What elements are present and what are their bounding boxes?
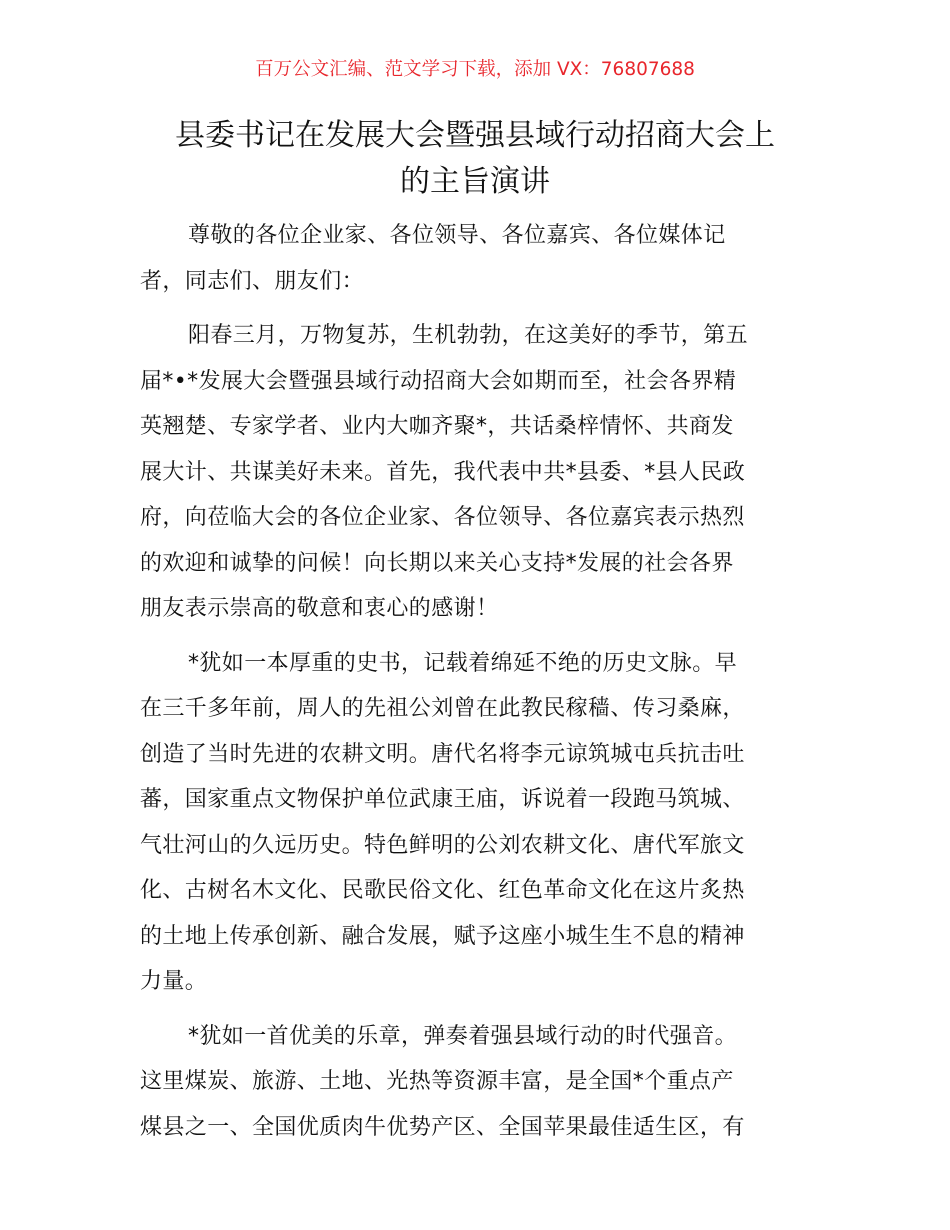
promo-banner: 百万公文汇编、范文学习下载，添加 VX：76807688: [255, 59, 695, 80]
text-line: 朋友表示崇高的敬意和衷心的感谢！: [140, 596, 499, 621]
text-line: 蕃，国家重点文物保护单位武康王庙，诉说着一段跑马筑城、: [140, 787, 745, 812]
document-body: [140, 213, 816, 1159]
text-line: 气壮河山的久远历史。特色鲜明的公刘农耕文化、唐代军旅文: [140, 832, 745, 858]
text-line: 尊敬的各位企业家、各位领导、各位嘉宾、各位媒体记: [188, 223, 726, 248]
paragraph-welcome: [140, 313, 816, 632]
text-line: 的欢迎和诚挚的问候！向长期以来关心支持*发展的社会各界: [140, 550, 734, 576]
text-line: 创造了当时先进的农耕文明。唐代名将李元谅筑城屯兵抗击吐: [140, 741, 745, 767]
text-line: 的土地上传承创新、融合发展，赋予这座小城生生不息的精神: [140, 923, 745, 949]
text-line: 煤县之一、全国优质肉牛优势产区、全国苹果最佳适生区，有: [140, 1114, 745, 1140]
title-line: 的主旨演讲: [400, 164, 550, 199]
paragraph-history: [140, 641, 816, 1005]
paragraph-resources: [140, 1014, 816, 1151]
text-line: 力量。: [140, 969, 208, 994]
text-line: 展大计、共谋美好未来。首先，我代表中共*县委、*县人民政: [140, 459, 746, 485]
text-line: *犹如一本厚重的史书，记载着绵延不绝的历史文脉。早: [188, 650, 738, 676]
document-title: [140, 113, 810, 205]
paragraph-salutation: [140, 213, 816, 304]
text-line: 这里煤炭、旅游、土地、光热等资源丰富，是全国*个重点产: [140, 1069, 734, 1094]
text-line: 英翘楚、专家学者、业内大咖齐聚*，共话桑梓情怀、共商发: [140, 414, 734, 439]
text-line: 在三千多年前，周人的先祖公刘曾在此教民稼穑、传习桑麻，: [140, 696, 745, 721]
text-line: 者，同志们、朋友们：: [140, 268, 365, 294]
title-line: 县委书记在发展大会暨强县域行动招商大会上: [175, 118, 775, 153]
text-line: 届*•*发展大会暨强县域行动招商大会如期而至，社会各界精: [140, 368, 737, 394]
text-line: 府，向莅临大会的各位企业家、各位领导、各位嘉宾表示热烈: [140, 505, 745, 530]
text-line: *犹如一首优美的乐章，弹奏着强县域行动的时代强音。: [188, 1023, 738, 1049]
text-line: 阳春三月，万物复苏，生机勃勃，在这美好的季节，第五: [188, 323, 749, 348]
text-line: 化、古树名木文化、民歌民俗文化、红色革命文化在这片炙热: [140, 878, 745, 903]
